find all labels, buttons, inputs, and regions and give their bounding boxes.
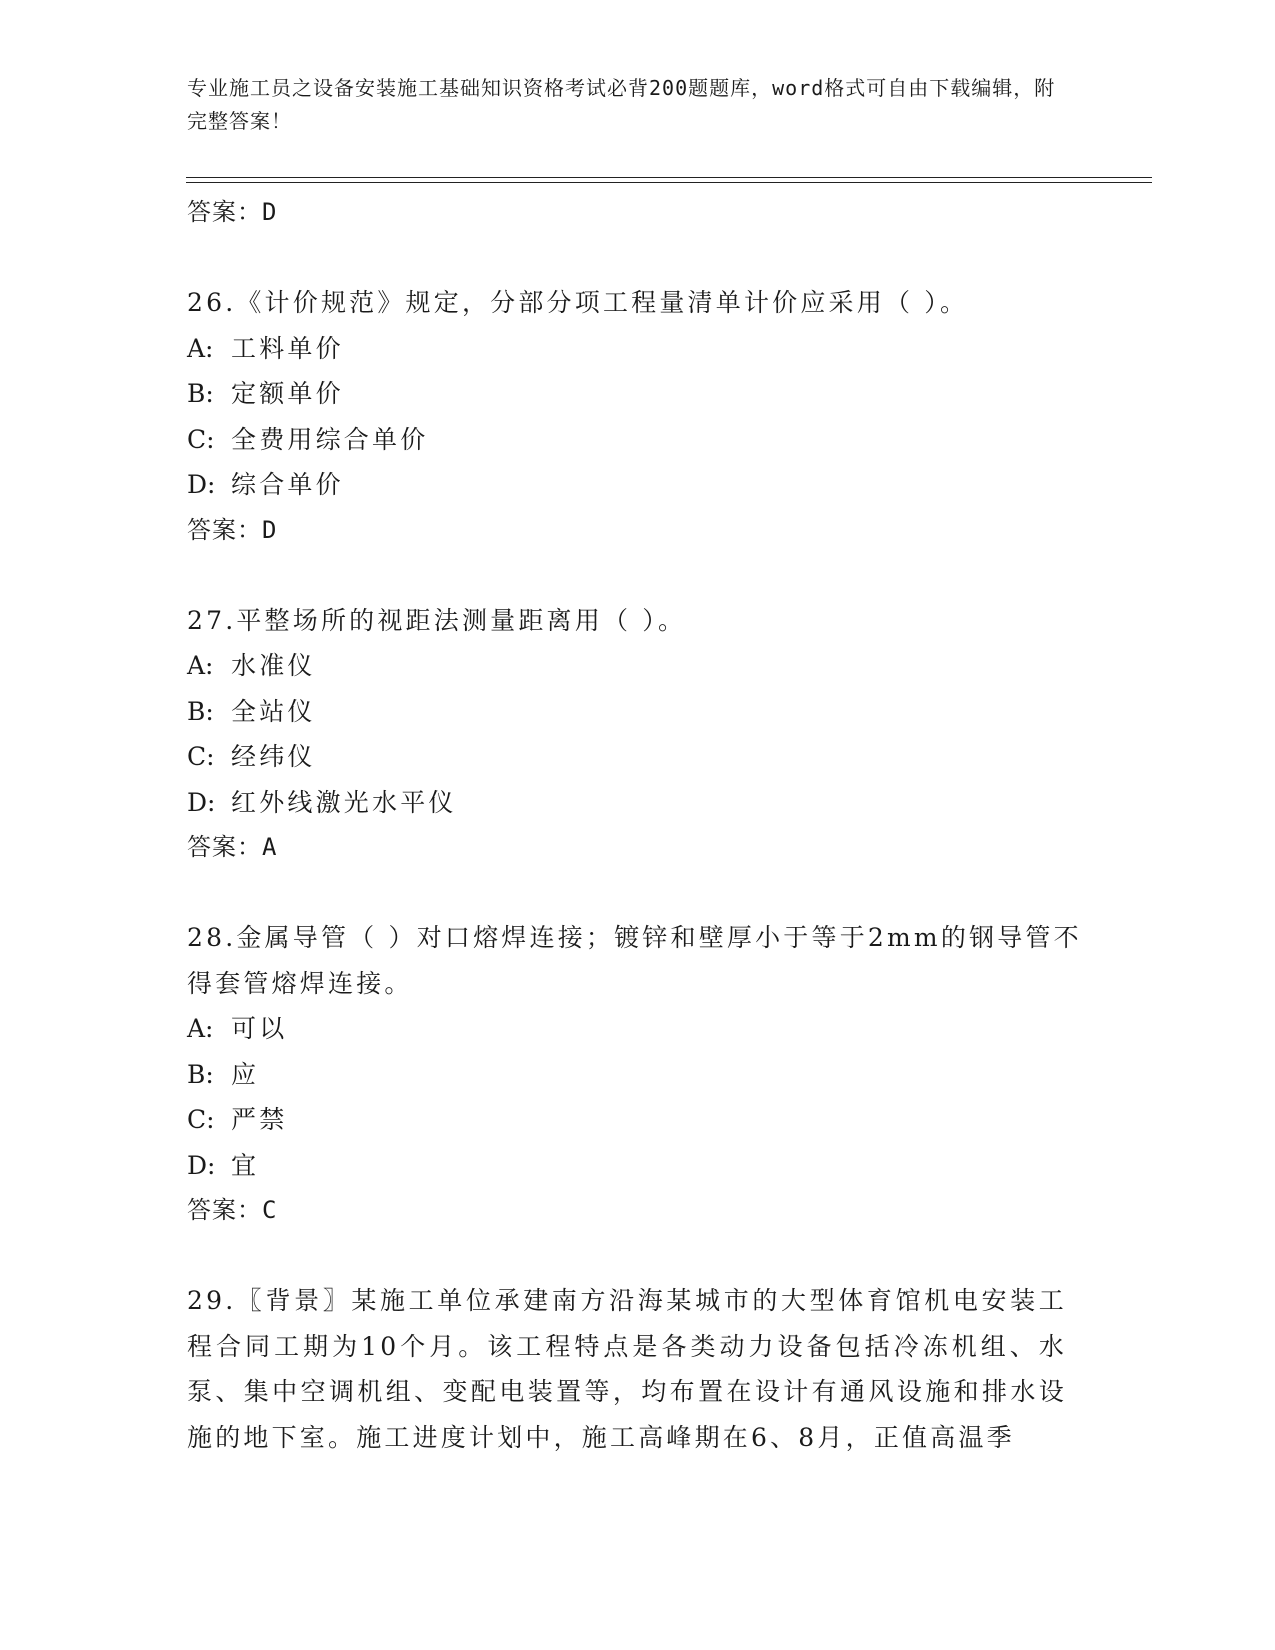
option-b [187, 1052, 1087, 1098]
option-c [187, 417, 1087, 463]
option-label: A: [187, 1014, 214, 1043]
header-text: 专业施工员之设备安装施工基础知识资格考试必背200题题库，word格式可自由下载编辑，附完整答案！ [187, 76, 1056, 133]
option-a [187, 326, 1087, 372]
option-label: B: [187, 696, 214, 726]
option-a [187, 1006, 1087, 1052]
question-28 [187, 915, 1087, 1233]
option-label: C: [187, 424, 215, 454]
option-label: C: [187, 1105, 215, 1134]
option-text: 宜 [231, 1150, 260, 1180]
option-label: A: [187, 333, 214, 363]
option-c [187, 734, 1087, 780]
question-text: 28.金属导管（ ）对口熔焊连接；镀锌和壁厚小于等于2mm的钢导管不得套管熔焊连接。 [187, 923, 1082, 998]
option-text: 全费用综合单价 [231, 424, 429, 454]
question-text: 29.〖背景〗某施工单位承建南方沿海某城市的大型体育馆机电安装工程合同工期为10个月。该工程特点是各类动力设备包括冷冻机组、水泵、集中空调机组、变配电装置等，均布置在设计有通风设施和排水设施的地下室。施工进度计划中，施工高峰期在6、8月，正值高温季 [187, 1286, 1067, 1452]
option-b [187, 689, 1087, 735]
option-label: C: [187, 742, 215, 771]
option-text: 应 [231, 1059, 260, 1089]
option-b [187, 371, 1087, 417]
answer: 答案：D [187, 515, 278, 544]
header-divider-bottom [186, 182, 1152, 183]
option-text: 经纬仪 [231, 742, 316, 771]
option-label: B: [187, 1059, 214, 1089]
answer: 答案：A [187, 833, 278, 861]
option-text: 全站仪 [231, 696, 316, 726]
option-label: A: [187, 651, 214, 680]
option-text: 工料单价 [231, 333, 344, 363]
option-c [187, 1097, 1087, 1143]
option-text: 定额单价 [231, 379, 344, 408]
option-label: D: [187, 787, 216, 817]
option-a [187, 643, 1087, 689]
option-d [187, 1143, 1087, 1189]
question-26 [187, 280, 1087, 553]
option-text: 可以 [231, 1014, 288, 1043]
question-29 [187, 1278, 1087, 1460]
option-label: D: [187, 470, 216, 499]
option-text: 水准仪 [231, 651, 316, 680]
option-d [187, 780, 1087, 826]
option-d [187, 462, 1087, 508]
document-header [187, 72, 1067, 138]
document-body [187, 190, 1087, 1460]
option-text: 综合单价 [231, 470, 344, 499]
question-text: 26.《计价规范》规定，分部分项工程量清单计价应采用（ ）。 [187, 288, 969, 317]
previous-answer: 答案：D [187, 198, 278, 226]
option-label: B: [187, 379, 214, 408]
question-text: 27.平整场所的视距法测量距离用（ ）。 [187, 605, 687, 635]
header-divider-top [186, 177, 1152, 178]
question-27 [187, 598, 1087, 871]
option-text: 红外线激光水平仪 [231, 787, 457, 817]
answer: 答案：C [187, 1196, 278, 1224]
option-label: D: [187, 1150, 216, 1180]
option-text: 严禁 [231, 1105, 288, 1134]
